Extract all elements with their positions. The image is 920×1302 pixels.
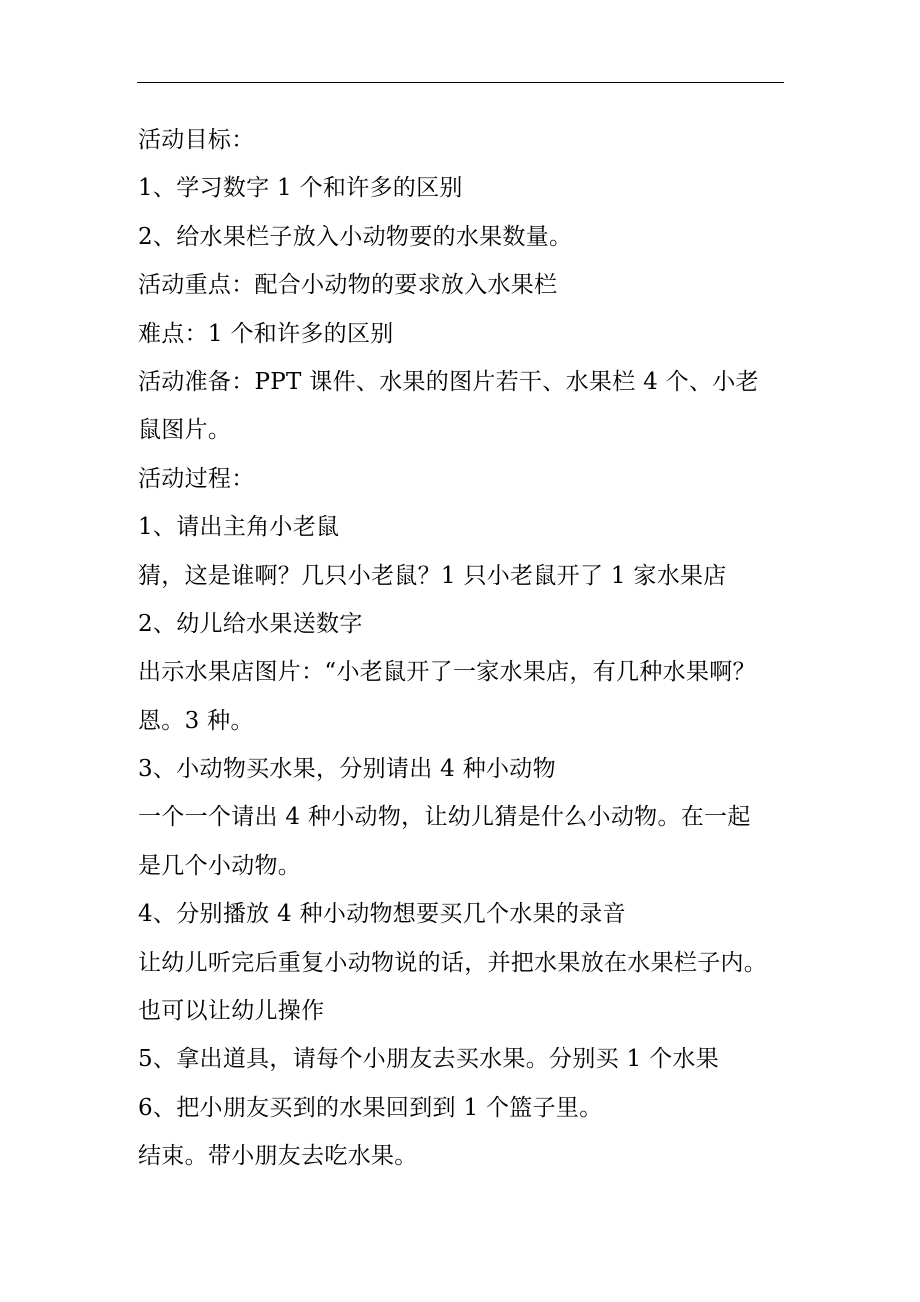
ending: 结束。带小朋友去吃水果。 <box>138 1143 418 1170</box>
step-1-title: 1、请出主角小老鼠 <box>138 514 340 541</box>
section-heading-process: 活动过程： <box>138 465 255 492</box>
step-2-text-line-2: 恩。3 种。 <box>138 707 254 734</box>
step-2-text-line-1: 出示水果店图片：“小老鼠开了一家水果店，有几种水果啊？ <box>138 659 756 686</box>
step-4-text-line-2: 也可以让幼儿操作 <box>138 998 325 1025</box>
step-3-text-line-1: 一个一个请出 4 种小动物，让幼儿猜是什么小动物。在一起 <box>138 804 751 831</box>
goal-item-1: 1、学习数字 1 个和许多的区别 <box>138 175 463 202</box>
preparation-line-1: 活动准备：PPT 课件、水果的图片若干、水果栏 4 个、小老 <box>138 368 759 395</box>
step-3-title: 3、小动物买水果，分别请出 4 种小动物 <box>138 756 556 783</box>
header-rule <box>137 82 784 83</box>
section-heading-goals: 活动目标： <box>138 127 255 153</box>
step-6: 6、把小朋友买到的水果回到到 1 个篮子里。 <box>138 1094 603 1121</box>
step-3-text-line-2: 是几个小动物。 <box>138 852 302 879</box>
document-body <box>138 116 788 1181</box>
step-4-text-line-1: 让幼儿听完后重复小动物说的话，并把水果放在水果栏子内。 <box>138 949 768 976</box>
step-2-title: 2、幼儿给水果送数字 <box>138 610 363 637</box>
goal-item-2: 2、给水果栏子放入小动物要的水果数量。 <box>138 223 573 250</box>
step-5: 5、拿出道具，请每个小朋友去买水果。分别买 1 个水果 <box>138 1046 719 1073</box>
key-point: 活动重点：配合小动物的要求放入水果栏 <box>138 272 558 299</box>
preparation-line-2: 鼠图片。 <box>138 417 232 444</box>
step-4-title: 4、分别播放 4 种小动物想要买几个水果的录音 <box>138 901 626 928</box>
step-1-text: 猜，这是谁啊？几只小老鼠？1 只小老鼠开了 1 家水果店 <box>138 562 727 589</box>
difficult-point: 难点：1 个和许多的区别 <box>138 320 394 347</box>
